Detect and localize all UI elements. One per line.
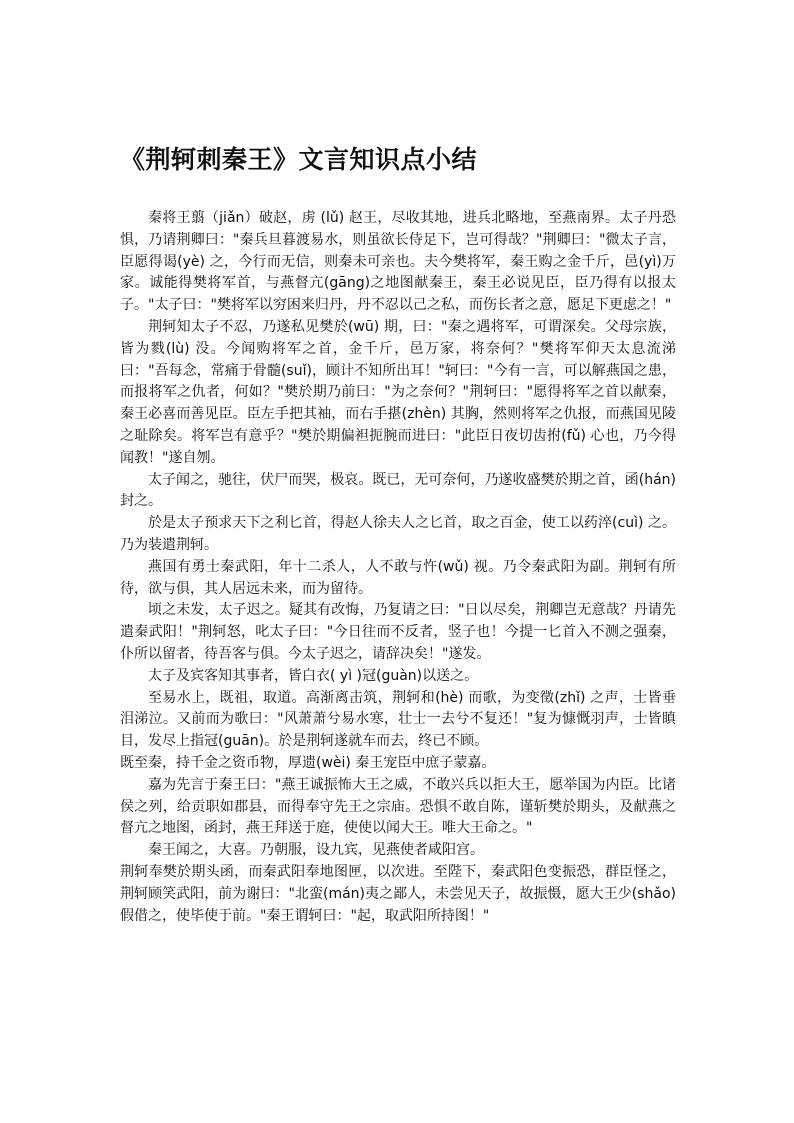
body-paragraph: 秦王闻之，大喜。乃朝服，设九宾，见燕使者咸阳宫。 xyxy=(148,842,484,859)
document-body xyxy=(120,208,676,927)
document-page xyxy=(120,142,676,927)
document-title: 《荆轲刺秦王》文言知识点小结 xyxy=(120,145,478,174)
body-paragraph: 於是太子预求天下之利匕首，得赵人徐夫人之匕首，取之百金，使工以药淬(cuì) 之。乃为装遣荆轲。 xyxy=(120,515,676,553)
body-paragraph: 既至秦，持千金之资币物，厚遗(wèi) 秦王宠臣中庶子蒙嘉。 xyxy=(120,754,496,771)
body-paragraph: 燕国有勇士秦武阳，年十二杀人，人不敢与忤(wǔ) 视。乃令秦武阳为副。荆轲有所待，欲与俱，其人居远未来，而为留待。 xyxy=(120,558,676,597)
body-paragraph: 顷之未发，太子迟之。疑其有改悔，乃复请之曰："日以尽矣，荆卿岂无意哉？丹请先遣秦武阳！"荆轲怒，叱太子曰："今日往而不反者，竖子也！今提一匕首入不测之强秦，仆所以留者，待吾客与俱。今太子迟之，请辞决矣！"遂发。 xyxy=(120,602,676,662)
body-paragraph: 太子闻之，驰往，伏尸而哭，极哀。既已，无可奈何，乃遂收盛樊於期之首，函(hán)封之。 xyxy=(120,471,676,510)
body-paragraph: 至易水上，既祖，取道。高渐离击筑，荆轲和(hè) 而歌，为变徵(zhǐ) 之声，士皆垂泪涕泣。又前而为歌曰："风萧萧兮易水寒，壮士一去兮不复还！"复为慷慨羽声，士皆瞋目，发尽上指冠(guān)。於是荆轲遂就车而去，终已不顾。 xyxy=(120,689,676,750)
body-paragraph: 荆轲知太子不忍，乃遂私见樊於(wū) 期，曰："秦之遇将军，可谓深矣。父母宗族，皆为戮(lù) 没。今闻购将军之首，金千斤，邑万家，将奈何？"樊将军仰天太息流涕曰："吾每念，常痛于骨髓(suǐ)，顾计不知所出耳！"轲曰："今有一言，可以解燕国之患，而报将军之仇者，何如？"樊於期乃前曰："为之奈何？"荆轲曰："愿得将军之首以献秦，秦王必喜而善见臣。臣左手把其袖，而右手揕(zhèn) 其胸，然则将军之仇报，而燕国见陵之耻除矣。将军岂有意乎？"樊於期偏袒扼腕而进曰："此臣日夜切齿拊(fǔ) 心也，乃今得闻教！"遂自刎。 xyxy=(120,318,676,466)
body-paragraph: 太子及宾客知其事者，皆白衣( yì )冠(guàn)以送之。 xyxy=(148,667,479,684)
body-paragraph: 荆轲奉樊於期头函，而秦武阳奉地图匣，以次进。至陛下，秦武阳色变振恐，群臣怪之，荆轲顾笑武阳，前为谢曰："北蛮(mán)夷之鄙人，未尝见天子，故振慑，愿大王少(shǎo)假借之，使毕使于前。"秦王谓轲曰："起，取武阳所持图！" xyxy=(120,863,676,924)
body-paragraph: 秦将王翦（jiǎn）破赵，虏 (lǔ) 赵王，尽收其地，进兵北略地，至燕南界。太子丹恐惧，乃请荆卿曰："秦兵旦暮渡易水，则虽欲长侍足下，岂可得哉？"荆卿曰："微太子言，臣愿得谒(yè) 之，今行而无信，则秦未可亲也。夫今樊将军，秦王购之金千斤，邑(yì)万家。诚能得樊将军首，与燕督亢(gāng)之地图献秦王，秦王必说见臣，臣乃得有以报太子。"太子曰："樊将军以穷困来归丹，丹不忍以己之私，而伤长者之意，愿足下更虑之！" xyxy=(120,210,676,314)
body-paragraph: 嘉为先言于秦王曰："燕王诚振怖大王之威，不敢兴兵以拒大王，愿举国为内臣。比诸侯之列，给贡职如郡县，而得奉守先王之宗庙。恐惧不敢自陈，谨斩樊於期头，及献燕之督亢之地图，函封，燕王拜送于庭，使使以闻大王。唯大王命之。" xyxy=(120,776,676,837)
